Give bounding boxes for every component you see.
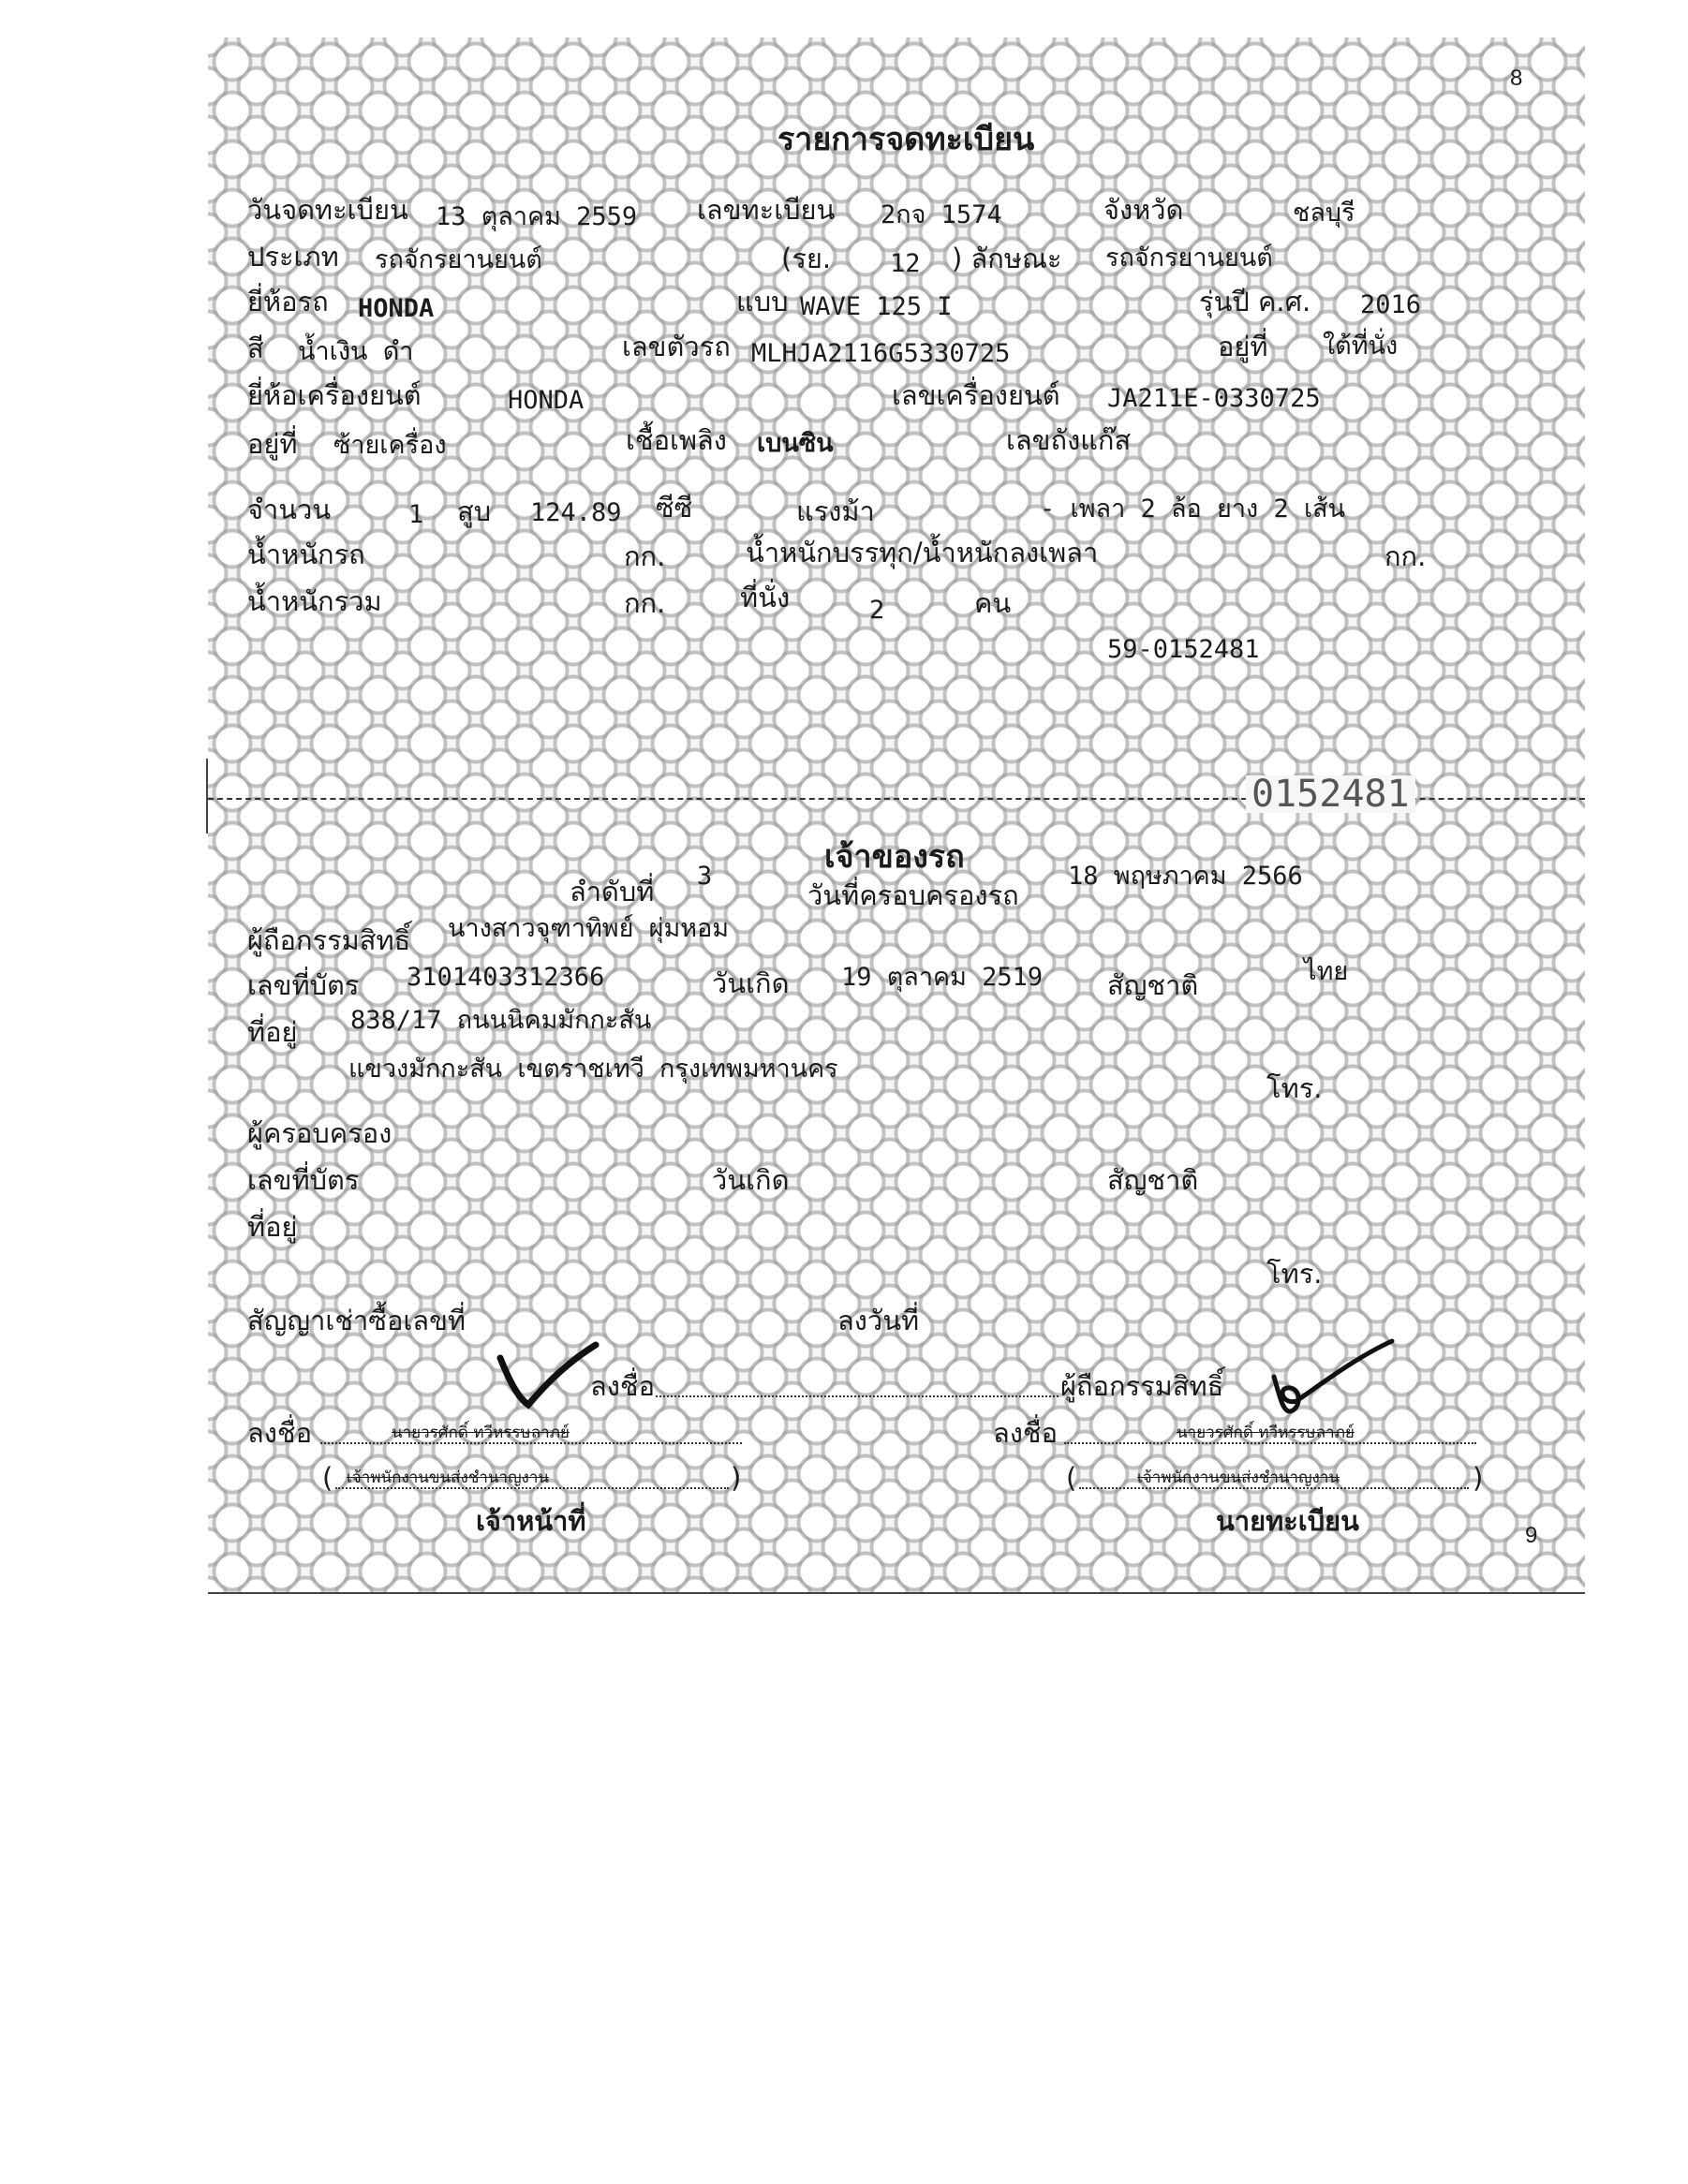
registrar-paren-close: ) [1473,1462,1484,1494]
officer-position: เจ้าพนักงานขนส่งชำนาญงาน [347,1468,550,1487]
possessor-nationality-label: สัญชาติ [1107,1164,1199,1196]
cylinder-count: 1 [408,500,424,529]
brand-value: HONDA [358,294,435,323]
total-weight-unit: กก. [624,587,666,619]
holder-sign-label: ลงชื่อ [590,1370,656,1402]
engine-location-label: อยู่ที่ [247,428,298,460]
model-label: แบบ [736,286,789,317]
reg-date-label: วันจดทะเบียน [247,194,408,226]
owner-order-label: ลำดับที่ [570,876,655,908]
cc-value: 124.89 [530,498,622,527]
color-label: สี [247,332,264,364]
dob-value: 19 ตุลาคม 2519 [841,963,1044,992]
officer-paren-close: ) [731,1462,742,1494]
engine-location-value: ซ้ายเครื่อง [333,431,447,460]
holder-sign-role: ผู้ถือกรรมสิทธิ์ [1060,1370,1224,1402]
page-number-bottom: 9 [1525,1523,1538,1548]
category-number: 12 [890,249,921,278]
model-year-label: รุ่นปี ค.ศ. [1199,286,1311,317]
fuel-label: เชื้อเพลิง [626,424,727,456]
chassis-value: MLHJA2116G5330725 [751,339,1011,368]
possession-date-value: 18 พฤษภาคม 2566 [1068,862,1303,891]
lease-contract-label: สัญญาเช่าซื้อเลขที่ [247,1305,466,1336]
engine-brand-value: HONDA [508,386,585,415]
chassis-location-label: อยู่ที่ [1218,331,1268,362]
total-weight-label: น้ำหนักรวม [247,585,382,617]
holder-signature-mark [496,1339,600,1414]
registrar-position: เจ้าพนักงานขนส่งชำนาญงาน [1137,1468,1340,1487]
document-number: 59-0152481 [1107,635,1260,664]
seats-label: ที่นั่ง [740,582,791,613]
address-line-2: แขวงมักกะสัน เขตราชเทวี กรุงเทพมหานคร [348,1055,838,1084]
type-value: รถจักรยานยนต์ [375,245,542,274]
chassis-label: เลขตัวรถ [622,331,731,362]
owner-phone-label: โทร. [1266,1072,1323,1104]
nationality-label: สัญชาติ [1107,969,1199,1001]
holder-name: นางสาวจุฑาทิพย์ ผุ่มหอม [448,914,730,943]
count-label: จำนวน [247,494,332,525]
engine-number-value: JA211E-0330725 [1107,384,1321,413]
plate-value: 2กจ 1574 [881,200,1002,229]
serial-stamp: 0152481 [1246,775,1415,813]
officer-position-line [335,1487,729,1489]
nationality-value: ไทย [1304,957,1349,986]
possessor-id-label: เลขที่บัตร [247,1164,360,1196]
possessor-phone-label: โทร. [1266,1258,1323,1290]
address-line-1: 838/17 ถนนนิคมมักกะสัน [350,1006,652,1035]
province-label: จังหวัด [1103,194,1184,226]
horsepower-label: แรงม้า [796,495,875,527]
possessor-address-label: ที่อยู่ [247,1211,298,1243]
fold-mark [206,759,208,834]
brand-label: ยี่ห้อรถ [247,286,329,317]
sheet-bottom-line [208,1592,1585,1594]
province-value: ชลบุรี [1293,199,1355,228]
seats-unit: คน [974,587,1012,619]
officer-sign-line [320,1442,742,1444]
possessor-dob-label: วันเกิด [712,1164,790,1196]
gas-tank-label: เลขถังแก๊ส [1006,424,1132,456]
color-value: น้ำเงิน ดำ [298,337,414,366]
id-value: 3101403312366 [407,963,605,992]
officer-paren-open: ( [322,1462,333,1494]
registrar-role: นายทะเบียน [1216,1505,1359,1537]
registrar-sign-line [1064,1442,1476,1444]
owner-order-value: 3 [697,862,713,891]
registrar-name: นายวรศักดิ์ ทวีหรรษลาภย์ [1177,1424,1355,1442]
id-label: เลขที่บัตร [247,969,360,1001]
fuel-value: เบนซิน [757,429,834,458]
holder-label: ผู้ถือกรรมสิทธิ์ [247,924,411,956]
registration-title: รายการจดทะเบียน [777,121,1035,158]
load-weight-label: น้ำหนักบรรทุก/น้ำหนักลงเพลา [746,537,1099,568]
page-number-top: 8 [1510,66,1523,91]
registrar-paren-open: ( [1066,1462,1077,1494]
category-prefix: (รย. [781,243,832,274]
axles-text: - เพลา 2 ล้อ ยาง 2 เส้น [1040,494,1346,524]
possessor-label: ผู้ครอบครอง [247,1117,392,1149]
owner-title: เจ้าของรถ [824,838,965,876]
engine-number-label: เลขเครื่องยนต์ [892,379,1060,411]
signed-date-label: ลงวันที่ [837,1305,920,1336]
vehicle-weight-unit: กก. [624,540,666,572]
registrar-sign-label: ลงชื่อ [993,1417,1059,1449]
style-label: ) ลักษณะ [952,243,1062,274]
registrar-signature-mark [1255,1330,1396,1424]
plate-label: เลขทะเบียน [697,194,836,226]
reg-date-value: 13 ตุลาคม 2559 [436,202,638,231]
holder-sign-line [656,1395,1059,1397]
model-value: WAVE 125 I [800,292,953,321]
engine-brand-label: ยี่ห้อเครื่องยนต์ [247,379,422,411]
officer-role: เจ้าหน้าที่ [476,1505,586,1537]
vehicle-weight-label: น้ำหนักรถ [247,539,365,570]
load-weight-unit: กก. [1384,540,1427,572]
style-value: รถจักรยานยนต์ [1105,243,1273,273]
seats-value: 2 [869,596,885,625]
registrar-position-line [1079,1487,1469,1489]
model-year-value: 2016 [1360,290,1422,319]
address-label: ที่อยู่ [247,1016,298,1048]
type-label: ประเภท [247,241,339,273]
cc-label: ซีซี [656,492,693,524]
chassis-location-value: ใต้ที่นั่ง [1323,332,1399,361]
possession-date-label: วันที่ครอบครองรถ [807,879,1019,911]
officer-sign-label: ลงชื่อ [247,1417,313,1449]
dob-label: วันเกิด [712,967,790,999]
officer-name: นายวรศักดิ์ ทวีหรรษลาภย์ [392,1424,570,1442]
cylinder-label: สูบ [457,495,492,527]
